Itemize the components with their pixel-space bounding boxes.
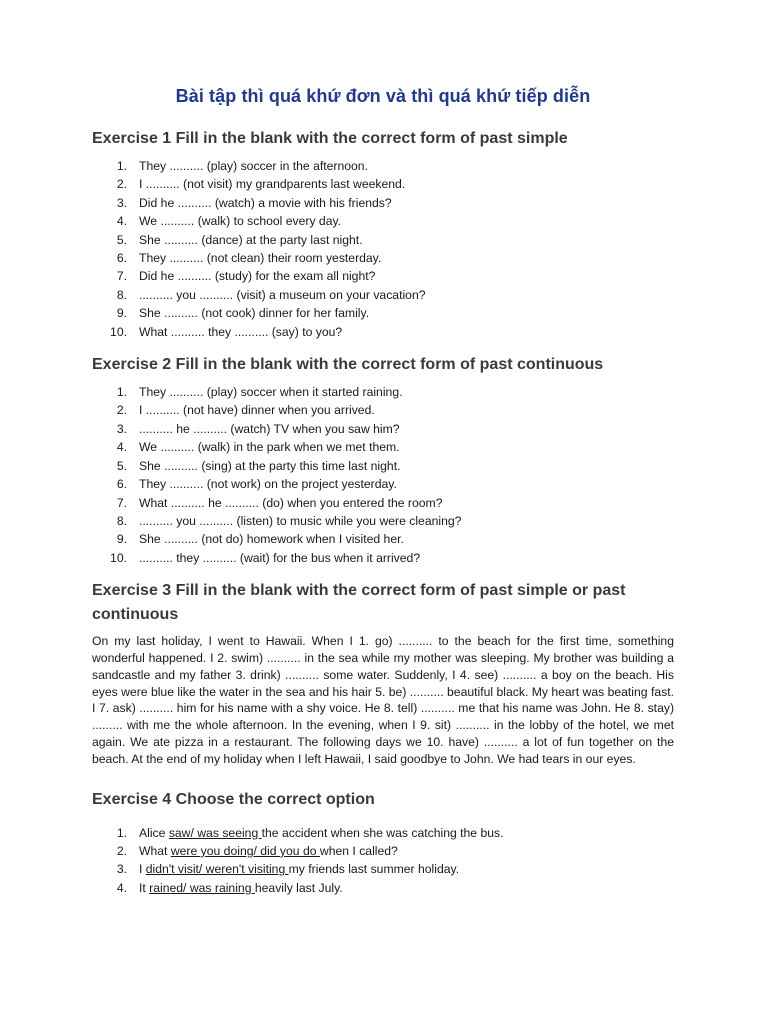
item-suffix: the accident when she was catching the bus. <box>261 825 504 840</box>
item-number: 2. <box>116 843 127 858</box>
item-number: 3. <box>116 862 127 877</box>
item-text: I .......... (not have) dinner when you arrived. <box>139 403 375 418</box>
list-item <box>92 457 674 475</box>
list-item <box>92 549 674 567</box>
item-text <box>139 879 343 897</box>
item-text: We .......... (walk) to school every day. <box>139 214 342 229</box>
item-text: Did he .......... (study) for the exam all night? <box>139 269 376 284</box>
item-text: We .......... (walk) in the park when we met them. <box>139 440 400 455</box>
list-item <box>92 286 674 304</box>
list-item <box>92 401 674 419</box>
item-text: She .......... (dance) at the party last night. <box>139 232 363 247</box>
exercise-4-heading: Exercise 4 Choose the correct option <box>92 790 375 808</box>
item-number: 7. <box>116 495 127 510</box>
item-number: 4. <box>116 440 127 455</box>
item-number: 1. <box>116 159 127 173</box>
list-item <box>92 879 674 897</box>
item-number: 3. <box>116 195 127 210</box>
list-item <box>92 530 674 548</box>
item-number: 8. <box>116 287 127 302</box>
list-item <box>92 512 674 530</box>
document-title: Bài tập thì quá khứ đơn và thì quá khứ tiếp diễn <box>175 86 591 106</box>
list-item <box>92 438 674 456</box>
item-text <box>139 824 504 842</box>
option-choices: didn't visit/ weren't visiting <box>145 862 289 877</box>
exercise-2 <box>92 353 674 567</box>
item-number: 10. <box>110 324 127 339</box>
item-number: 5. <box>116 458 127 473</box>
option-choices: were you doing/ did you do <box>170 843 320 858</box>
item-suffix: my friends last summer holiday. <box>288 862 460 877</box>
list-item <box>92 323 674 341</box>
item-text <box>139 860 459 878</box>
item-prefix: I <box>139 862 146 877</box>
exercise-1 <box>92 127 674 341</box>
item-number: 4. <box>116 880 127 895</box>
list-item <box>92 304 674 322</box>
item-number: 7. <box>116 269 127 284</box>
item-text: What .......... they .......... (say) to you? <box>139 324 343 339</box>
option-choices: rained/ was raining <box>149 880 255 895</box>
exercise-2-heading: Exercise 2 Fill in the blank with the correct form of past continuous <box>92 356 604 374</box>
item-number: 4. <box>116 214 127 229</box>
exercise-3-heading: Exercise 3 Fill in the blank with the correct form of past simple or past continuous <box>92 582 626 624</box>
exercise-3 <box>92 579 674 767</box>
item-text: They .......... (play) soccer when it started raining. <box>139 385 403 400</box>
list-item <box>92 420 674 438</box>
item-number: 6. <box>116 477 127 492</box>
item-number: 9. <box>116 306 127 321</box>
exercise-4-list <box>92 824 674 898</box>
item-text: .......... you .......... (visit) a museum on your vacation? <box>139 287 426 302</box>
item-text: What .......... he .......... (do) when you entered the room? <box>139 495 443 510</box>
item-number: 9. <box>116 532 127 547</box>
list-item <box>92 157 674 175</box>
item-number: 8. <box>116 513 127 528</box>
item-number: 10. <box>110 550 127 565</box>
item-text: .......... you .......... (listen) to music while you were cleaning? <box>139 513 462 528</box>
item-prefix: What <box>139 843 171 858</box>
item-text: She .......... (not do) homework when I visited her. <box>139 532 404 547</box>
item-text: They .......... (not clean) their room yesterday. <box>139 251 382 266</box>
exercise-1-heading: Exercise 1 Fill in the blank with the correct form of past simple <box>92 130 568 147</box>
item-prefix: It <box>139 880 150 895</box>
item-text: .......... they .......... (wait) for the bus when it arrived? <box>139 550 421 565</box>
list-item <box>92 267 674 285</box>
item-number: 6. <box>116 251 127 266</box>
list-item <box>92 842 674 860</box>
item-text: I .......... (not visit) my grandparents last weekend. <box>139 177 406 192</box>
list-item <box>92 860 674 878</box>
item-number: 1. <box>116 385 127 400</box>
list-item <box>92 249 674 267</box>
item-suffix: when I called? <box>319 843 398 858</box>
item-number: 2. <box>116 177 127 192</box>
item-text: She .......... (sing) at the party this time last night. <box>139 458 401 473</box>
item-text: .......... he .......... (watch) TV when you saw him? <box>139 421 400 436</box>
item-text: Did he .......... (watch) a movie with his friends? <box>139 195 392 210</box>
item-text: She .......... (not cook) dinner for her family. <box>139 306 370 321</box>
exercise-4 <box>92 788 674 898</box>
item-prefix: Alice <box>139 825 169 840</box>
exercise-1-list <box>92 157 674 341</box>
list-item <box>92 383 674 401</box>
list-item <box>92 194 674 212</box>
item-suffix: heavily last July. <box>254 880 343 895</box>
item-number: 2. <box>116 403 127 418</box>
item-text <box>139 842 398 860</box>
item-text: They .......... (play) soccer in the afternoon. <box>139 159 368 173</box>
item-text: They .......... (not work) on the project yesterday. <box>139 477 397 492</box>
item-number: 5. <box>116 232 127 247</box>
list-item <box>92 175 674 193</box>
exercise-2-list <box>92 383 674 567</box>
exercise-3-paragraph: On my last holiday, I went to Hawaii. When I 1. go) .......... to the beach for the first time, something wonderful happened. I 2. swim) .......... in the sea while my mother was sleeping. My brother was building a sandcastle and my father 3. drink) .......... some water. Suddenly, I 4. see) .......... a boy on the beach. His eyes were blue like the water in the sea and his hair 5. be) .......... beautiful black. My heart was beating fast. I 7. ask) .......... him for his name with a shy voice. He 8. tell) .......... me that his name was John. He 8. stay) ......... with me the whole afternoon. In the evening, when I 9. sit) .......... in the lobby of the hotel, we met again. We ate pizza in a restaurant. The following days we 10. have) .......... a lot of fun together on the beach. At the end of my holiday when I left Hawaii, I said goodbye to John. We had tears in our eyes. <box>92 634 674 766</box>
option-choices: saw/ was seeing <box>168 825 262 840</box>
list-item <box>92 231 674 249</box>
list-item <box>92 212 674 230</box>
list-item <box>92 824 674 842</box>
list-item <box>92 475 674 493</box>
list-item <box>92 494 674 512</box>
item-number: 1. <box>116 825 127 840</box>
item-number: 3. <box>116 421 127 436</box>
